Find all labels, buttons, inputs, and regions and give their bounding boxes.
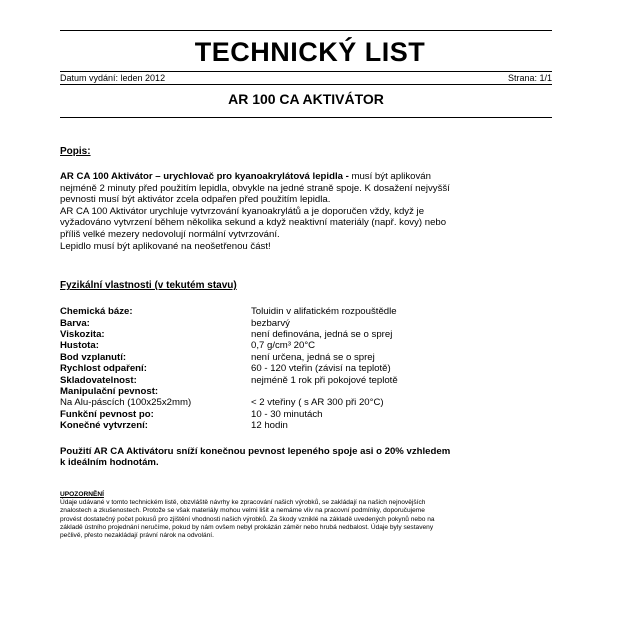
meta-rule	[60, 84, 552, 85]
property-row	[60, 386, 560, 397]
properties-table	[60, 306, 560, 431]
description-line: nejméně 2 minuty před použitím lepidla, obvykle na jedné straně spoje. K dosažení nejvyšší	[60, 182, 450, 194]
property-row	[60, 409, 560, 420]
property-value: nejméně 1 rok při pokojové teplotě	[251, 374, 398, 386]
property-label: Funkční pevnost po:	[60, 408, 154, 420]
warning-line: Údaje udávané v tomto technickém listě, obzvláště návrhy ke zpracování našich výrobků, se zakládají na našich nejnovějších	[60, 498, 426, 506]
property-row	[60, 340, 560, 351]
description-line: příliš velké mezery nedovolují normální vytvrzování.	[60, 228, 280, 240]
properties-heading: Fyzikální vlastnosti (v tekutém stavu)	[60, 280, 237, 292]
issue-info	[60, 73, 552, 84]
property-row	[60, 375, 560, 386]
description-line: vyžadováno vytvrzení během několika sekund a když neaktivní materiály (např. kovy) nebo	[60, 217, 447, 229]
property-value	[251, 386, 560, 397]
property-value: Toluidin v alifatickém rozpouštědle	[251, 306, 397, 318]
top-rule	[60, 30, 552, 31]
description-line: pevnosti musí být aktivátor zcela odpařen před použitím lepidla.	[60, 194, 331, 206]
property-label: Barva:	[60, 317, 90, 329]
product-name: AR 100 CA AKTIVÁTOR	[228, 91, 384, 107]
usage-note	[60, 446, 530, 469]
property-row	[60, 397, 560, 408]
property-row	[60, 352, 560, 363]
document-title: TECHNICKÝ LIST	[194, 37, 426, 67]
description-paragraph	[60, 171, 556, 252]
property-label: Na Alu-páscích (100x25x2mm)	[60, 397, 192, 409]
description-line: Lepidlo musí být aplikované na neošetřenou část!	[60, 240, 271, 252]
warning-line: základě ústního projednání neručíme, pokud by nám ovšem nebyl prokázán záměr nebo hrubá nedbalost. Údaje byly sestaveny	[60, 524, 434, 532]
property-label: Rychlost odpaření:	[60, 363, 147, 375]
warning-line: pečlivě, přesto nezakládají právní nárok na odvolání.	[60, 532, 214, 540]
property-row	[60, 318, 560, 329]
description-line: AR CA 100 Aktivátor urychluje vytvrzování kyanoakrylátů a je doporučen vždy, když je	[60, 205, 425, 217]
property-value: 10 - 30 minutách	[251, 408, 323, 420]
warning-heading: UPOZORNĚNÍ	[60, 490, 104, 498]
property-value: není určena, jedná se o sprej	[251, 351, 375, 363]
description-heading: Popis:	[60, 146, 91, 157]
property-value: bezbarvý	[251, 317, 290, 329]
property-label: Viskozita:	[60, 328, 105, 340]
property-value: 0,7 g/cm³ 20°C	[251, 340, 316, 352]
product-rule	[60, 117, 552, 118]
property-row	[60, 420, 560, 431]
property-value: 12 hodin	[251, 420, 288, 432]
property-label: Bod vzplanutí:	[60, 351, 127, 363]
property-row	[60, 329, 560, 340]
technical-datasheet	[60, 30, 560, 541]
property-value: 60 - 120 vteřin (závisí na teplotě)	[251, 363, 391, 375]
property-label: Chemická báze:	[60, 306, 133, 318]
description-lead: AR CA 100 Aktivátor – urychlovač pro kyanoakrylátová lepidla -	[60, 171, 349, 182]
warning-text	[60, 499, 552, 541]
note-line: Použití AR CA Aktivátoru sníží konečnou pevnost lepeného spoje asi o 20% vzhledem	[60, 445, 451, 457]
property-label: Manipulační pevnost:	[60, 386, 159, 397]
property-label: Konečné vytvrzení:	[60, 420, 148, 432]
property-label: Hustota:	[60, 340, 99, 352]
note-line: k ideálním hodnotám.	[60, 457, 159, 469]
page-number: Strana: 1/1	[507, 73, 552, 83]
property-value: < 2 vteřiny ( s AR 300 při 20°C)	[251, 397, 384, 409]
title-rule	[60, 71, 552, 72]
warning-line: provést dostatečný počet pokusů pro zjištění vhodnosti našich výrobků. Za škody vzniklé na základě uvedených pokynů nebo na	[60, 515, 435, 523]
property-row	[60, 363, 560, 374]
description-line: AR CA 100 Aktivátor – urychlovač pro kyanoakrylátová lepidla - musí být aplikován	[60, 171, 431, 182]
property-label: Skladovatelnost:	[60, 374, 137, 386]
property-value: není definována, jedná se o sprej	[251, 328, 393, 340]
warning-line: znalostech a zkušenostech. Protože se však materiály mohou velmi lišit a nemáme vliv na pracovní podmínky, doporučujeme	[60, 507, 425, 515]
issue-date: Datum vydání: leden 2012	[60, 73, 166, 83]
property-row	[60, 306, 560, 317]
